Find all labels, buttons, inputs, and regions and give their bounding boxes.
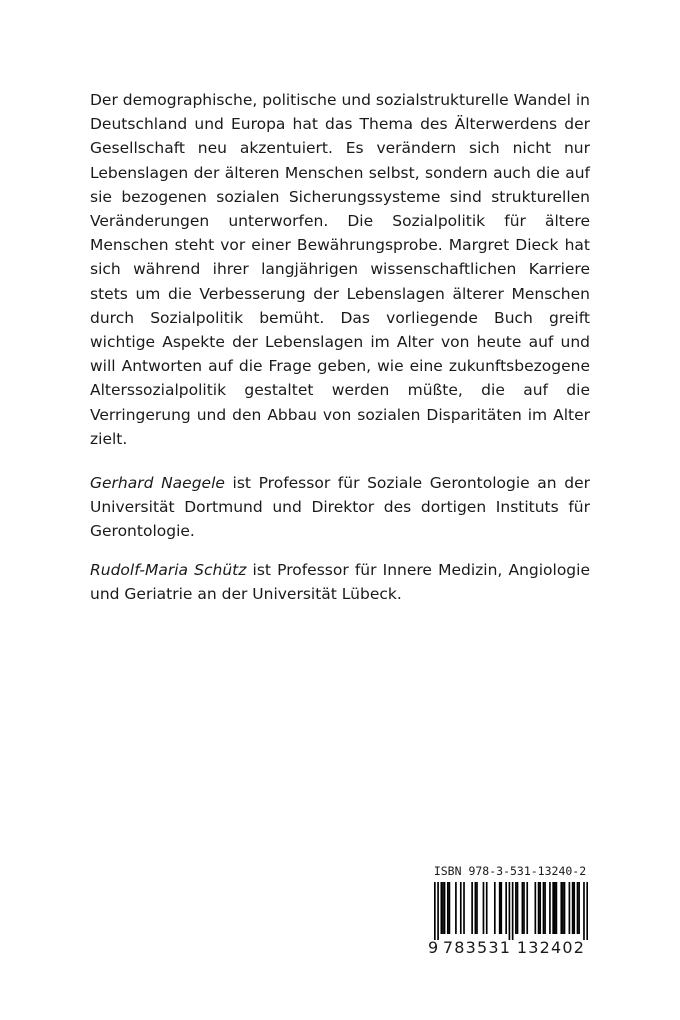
barcode-bar [483,882,485,934]
barcode-bar [522,882,524,934]
barcode-bar [517,882,519,934]
barcode-guard-bar [434,882,436,940]
barcode-bar [554,882,556,934]
barcode-bar [523,882,525,934]
ean-right-group: 132402 [516,938,586,957]
blurb-paragraph: Der demographische, politische und sozialstrukturelle Wandel in Deutschland und Europa hat das Thema des Älterwerdens der Gesellschaft neu akzentuiert. Es verändern sich nicht nur Lebenslagen der älteren Menschen selbst, sondern auch die auf sie bezogenen sozialen Sicherungssysteme sind strukturellen Veränderungen unterworfen. Die Sozialpolitik für ältere Menschen steht vor einer Bewährungsprobe. Margret Dieck hat sich während ihrer langjährigen wissenschaftlichen Karriere stets um die Verbesserung der Lebenslagen älterer Menschen durch Sozialpolitik bemüht. Das vorliegende Buch greift wichtige Aspekte der Lebenslagen im Alter von heute auf und will Antworten auf die Frage geben, wie eine zukunftsbezogene Alterssozialpolitik gestaltet werden müßte, die auf die Verringerung und den Abbau von sozialen Disparitäten im Alter zielt. [90,91,590,448]
barcode-bar [569,882,571,934]
barcode-bar [447,882,449,934]
author-name: Rudolf-Maria Schütz [90,560,247,579]
ean-digits [428,938,592,957]
barcode-bar [500,882,502,934]
author-name: Gerhard Naegele [90,474,225,493]
barcode-bar [526,882,528,934]
barcode-bar [577,882,579,934]
back-cover-text [90,88,590,606]
ean-first-digit: 9 [428,938,440,957]
isbn-label: ISBN 978-3-531-13240-2 [433,864,587,878]
barcode-bar [460,882,462,934]
author-bio-text: ist Professor für Soziale Gerontologie an der Universität Dortmund und Direktor des dortigen Instituts für Gerontologie. [90,474,590,541]
barcode-bar [449,882,451,934]
barcode-bar [578,882,580,934]
barcode-guard-bar [509,882,511,940]
barcode-bar [499,882,501,934]
barcode-bar [562,882,564,934]
barcode-bars [434,882,588,940]
barcode-bar [475,882,477,934]
barcode-bar [560,882,562,934]
barcode-bar [535,882,537,934]
barcode-bar [455,882,457,934]
barcode-bar [505,882,507,934]
isbn-barcode [428,864,592,960]
barcode-bar [444,882,446,934]
author-bio-naegele [90,471,590,544]
barcode-bar [544,882,546,934]
barcode-bar [494,882,496,934]
barcode-bar [573,882,575,934]
barcode-bar [515,882,517,934]
barcode-bar [539,882,541,934]
barcode-guard-bar [437,882,439,940]
barcode-bar [552,882,554,934]
barcode-guard-bar [512,882,514,940]
barcode-bar [440,882,442,934]
barcode-guard-bar [583,882,585,940]
barcode-bar [549,882,551,934]
barcode-bar [543,882,545,934]
ean-left-group: 783531 [442,938,512,957]
barcode-bar [442,882,444,934]
barcode-bar [564,882,566,934]
barcode-bar [486,882,488,934]
barcode-guard-bar [586,882,588,940]
barcode-bar [476,882,478,934]
barcode-bar [471,882,473,934]
author-bio-text: ist Professor für Innere Medizin, Angiologie und Geriatrie an der Universität Lübeck. [90,560,590,603]
barcode-bar [538,882,540,934]
barcode-bar [463,882,465,934]
barcode-bar [572,882,574,934]
barcode-bar [556,882,558,934]
author-bio-schuetz [90,558,590,606]
